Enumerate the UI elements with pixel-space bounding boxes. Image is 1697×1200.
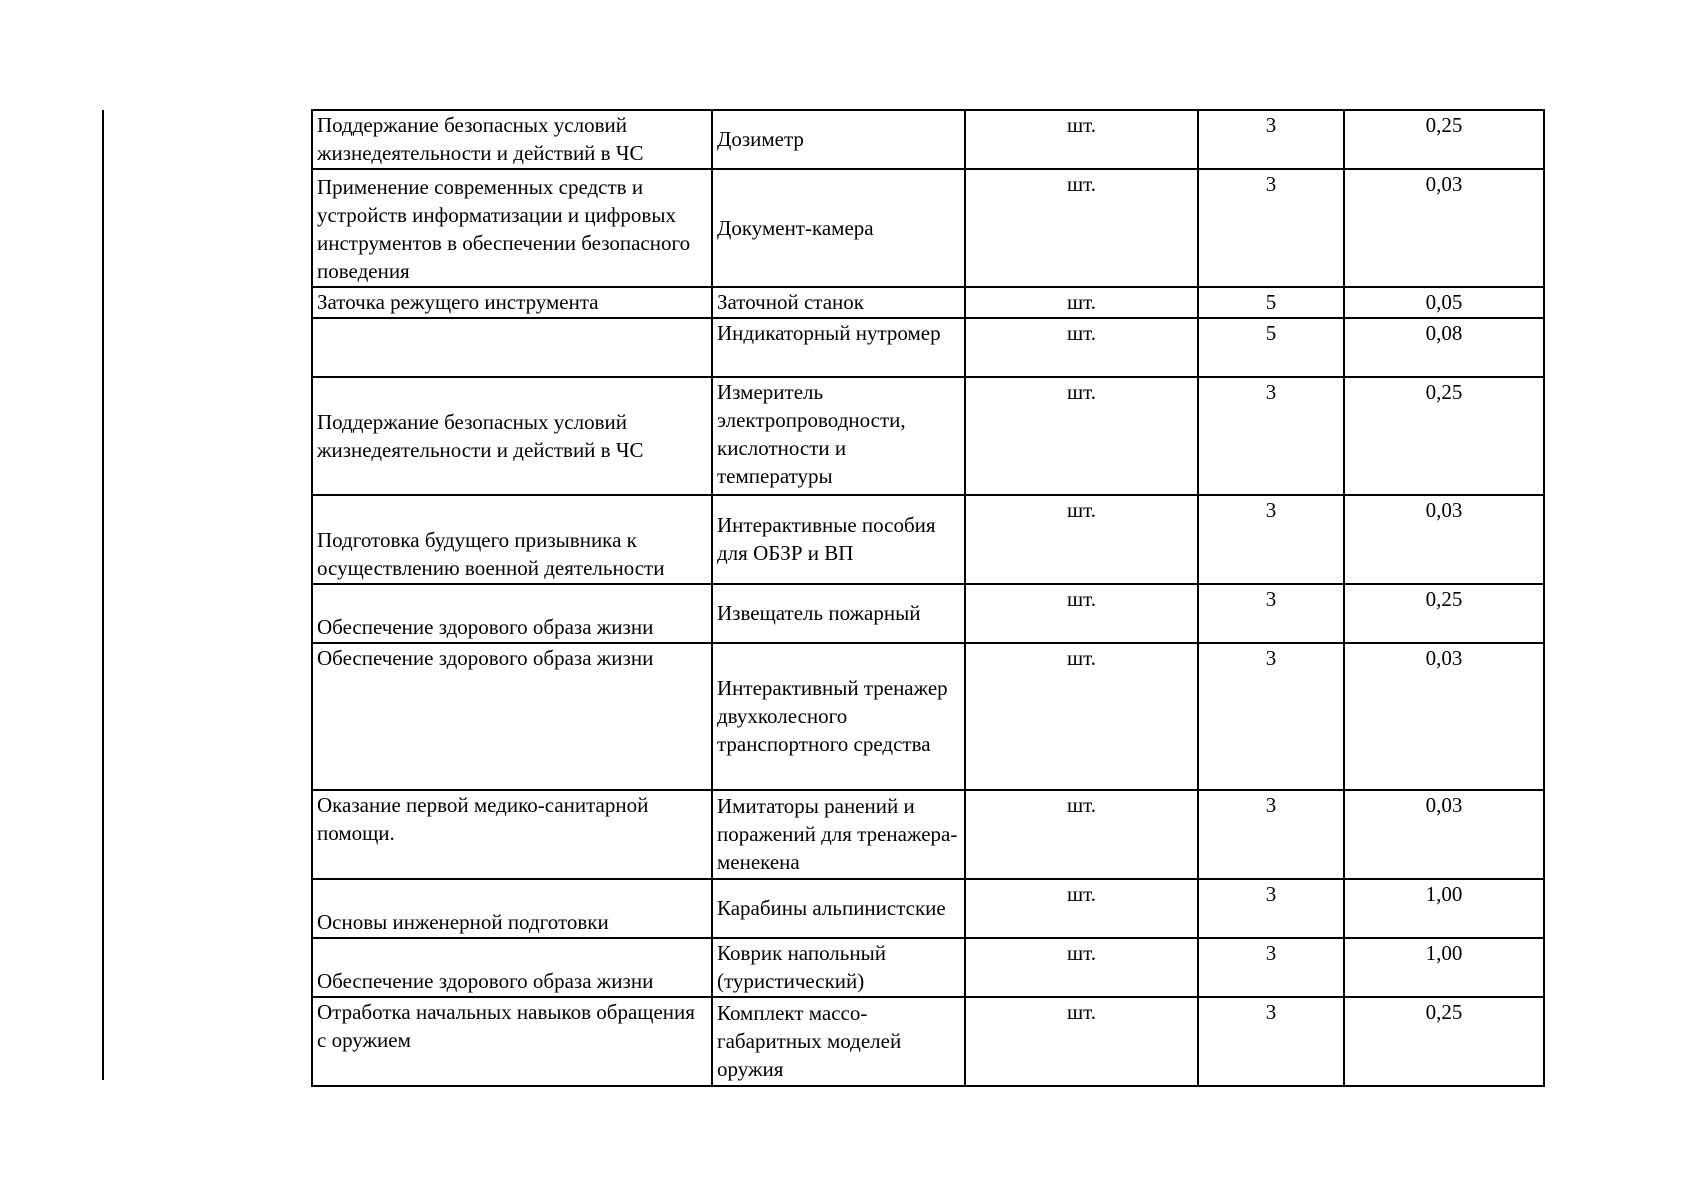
norm-cell: 0,25	[1344, 110, 1544, 169]
table-row	[312, 495, 1544, 584]
norm-cell: 0,25	[1344, 377, 1544, 495]
item-cell: Извещатель пожарный	[712, 584, 965, 643]
item-cell: Карабины альпинистские	[712, 879, 965, 938]
unit-cell: шт.	[965, 997, 1198, 1086]
table-row	[312, 110, 1544, 169]
item-cell: Измеритель электропроводности, кислотности и температуры	[712, 377, 965, 495]
activity-cell	[312, 318, 712, 377]
item-cell: Дозиметр	[712, 110, 965, 169]
activity-cell: Обеспечение здорового образа жизни	[312, 584, 712, 643]
unit-cell: шт.	[965, 287, 1198, 318]
quantity-cell: 3	[1198, 879, 1344, 938]
unit-cell: шт.	[965, 790, 1198, 879]
activity-cell: Поддержание безопасных условий жизнедеятельности и действий в ЧС	[312, 110, 712, 169]
activity-cell: Оказание первой медико-санитарной помощи.	[312, 790, 712, 879]
table-row	[312, 997, 1544, 1086]
norm-cell: 0,05	[1344, 287, 1544, 318]
item-cell: Заточной станок	[712, 287, 965, 318]
item-cell: Имитаторы ранений и поражений для тренажера-менекена	[712, 790, 965, 879]
quantity-cell: 5	[1198, 318, 1344, 377]
norm-cell: 1,00	[1344, 938, 1544, 997]
unit-cell: шт.	[965, 643, 1198, 790]
unit-cell: шт.	[965, 318, 1198, 377]
unit-cell: шт.	[965, 110, 1198, 169]
table-row	[312, 938, 1544, 997]
unit-cell: шт.	[965, 169, 1198, 287]
quantity-cell: 3	[1198, 938, 1344, 997]
table-row	[312, 643, 1544, 790]
norm-cell: 0,03	[1344, 495, 1544, 584]
activity-cell: Подготовка будущего призывника к осуществлению военной деятельности	[312, 495, 712, 584]
activity-cell: Поддержание безопасных условий жизнедеятельности и действий в ЧС	[312, 377, 712, 495]
table-row	[312, 377, 1544, 495]
table-row	[312, 318, 1544, 377]
unit-cell: шт.	[965, 879, 1198, 938]
quantity-cell: 3	[1198, 110, 1344, 169]
activity-cell: Обеспечение здорового образа жизни	[312, 938, 712, 997]
activity-cell: Отработка начальных навыков обращения с оружием	[312, 997, 712, 1086]
quantity-cell: 3	[1198, 997, 1344, 1086]
quantity-cell: 3	[1198, 790, 1344, 879]
unit-cell: шт.	[965, 584, 1198, 643]
table-row	[312, 287, 1544, 318]
norm-cell: 0,03	[1344, 643, 1544, 790]
unit-cell: шт.	[965, 377, 1198, 495]
item-cell: Интерактивные пособия для ОБЗР и ВП	[712, 495, 965, 584]
activity-cell: Обеспечение здорового образа жизни	[312, 643, 712, 790]
unit-cell: шт.	[965, 495, 1198, 584]
table-row	[312, 879, 1544, 938]
activity-cell: Применение современных средств и устройств информатизации и цифровых инструментов в обеспечении безопасного поведения	[312, 169, 712, 287]
quantity-cell: 3	[1198, 584, 1344, 643]
item-cell: Комплект массо-габаритных моделей оружия	[712, 997, 965, 1086]
norm-cell: 0,03	[1344, 169, 1544, 287]
norm-cell: 1,00	[1344, 879, 1544, 938]
quantity-cell: 3	[1198, 495, 1344, 584]
table-row	[312, 169, 1544, 287]
activity-cell: Основы инженерной подготовки	[312, 879, 712, 938]
item-cell: Индикаторный нутромер	[712, 318, 965, 377]
page-margin-line	[102, 110, 104, 1080]
quantity-cell: 3	[1198, 643, 1344, 790]
item-cell: Документ-камера	[712, 169, 965, 287]
table-row	[312, 584, 1544, 643]
quantity-cell: 5	[1198, 287, 1344, 318]
equipment-table	[311, 109, 1545, 1087]
item-cell: Интерактивный тренажер двухколесного транспортного средства	[712, 643, 965, 790]
norm-cell: 0,08	[1344, 318, 1544, 377]
activity-cell: Заточка режущего инструмента	[312, 287, 712, 318]
item-cell: Коврик напольный (туристический)	[712, 938, 965, 997]
quantity-cell: 3	[1198, 377, 1344, 495]
unit-cell: шт.	[965, 938, 1198, 997]
norm-cell: 0,25	[1344, 997, 1544, 1086]
norm-cell: 0,03	[1344, 790, 1544, 879]
quantity-cell: 3	[1198, 169, 1344, 287]
norm-cell: 0,25	[1344, 584, 1544, 643]
table-row	[312, 790, 1544, 879]
